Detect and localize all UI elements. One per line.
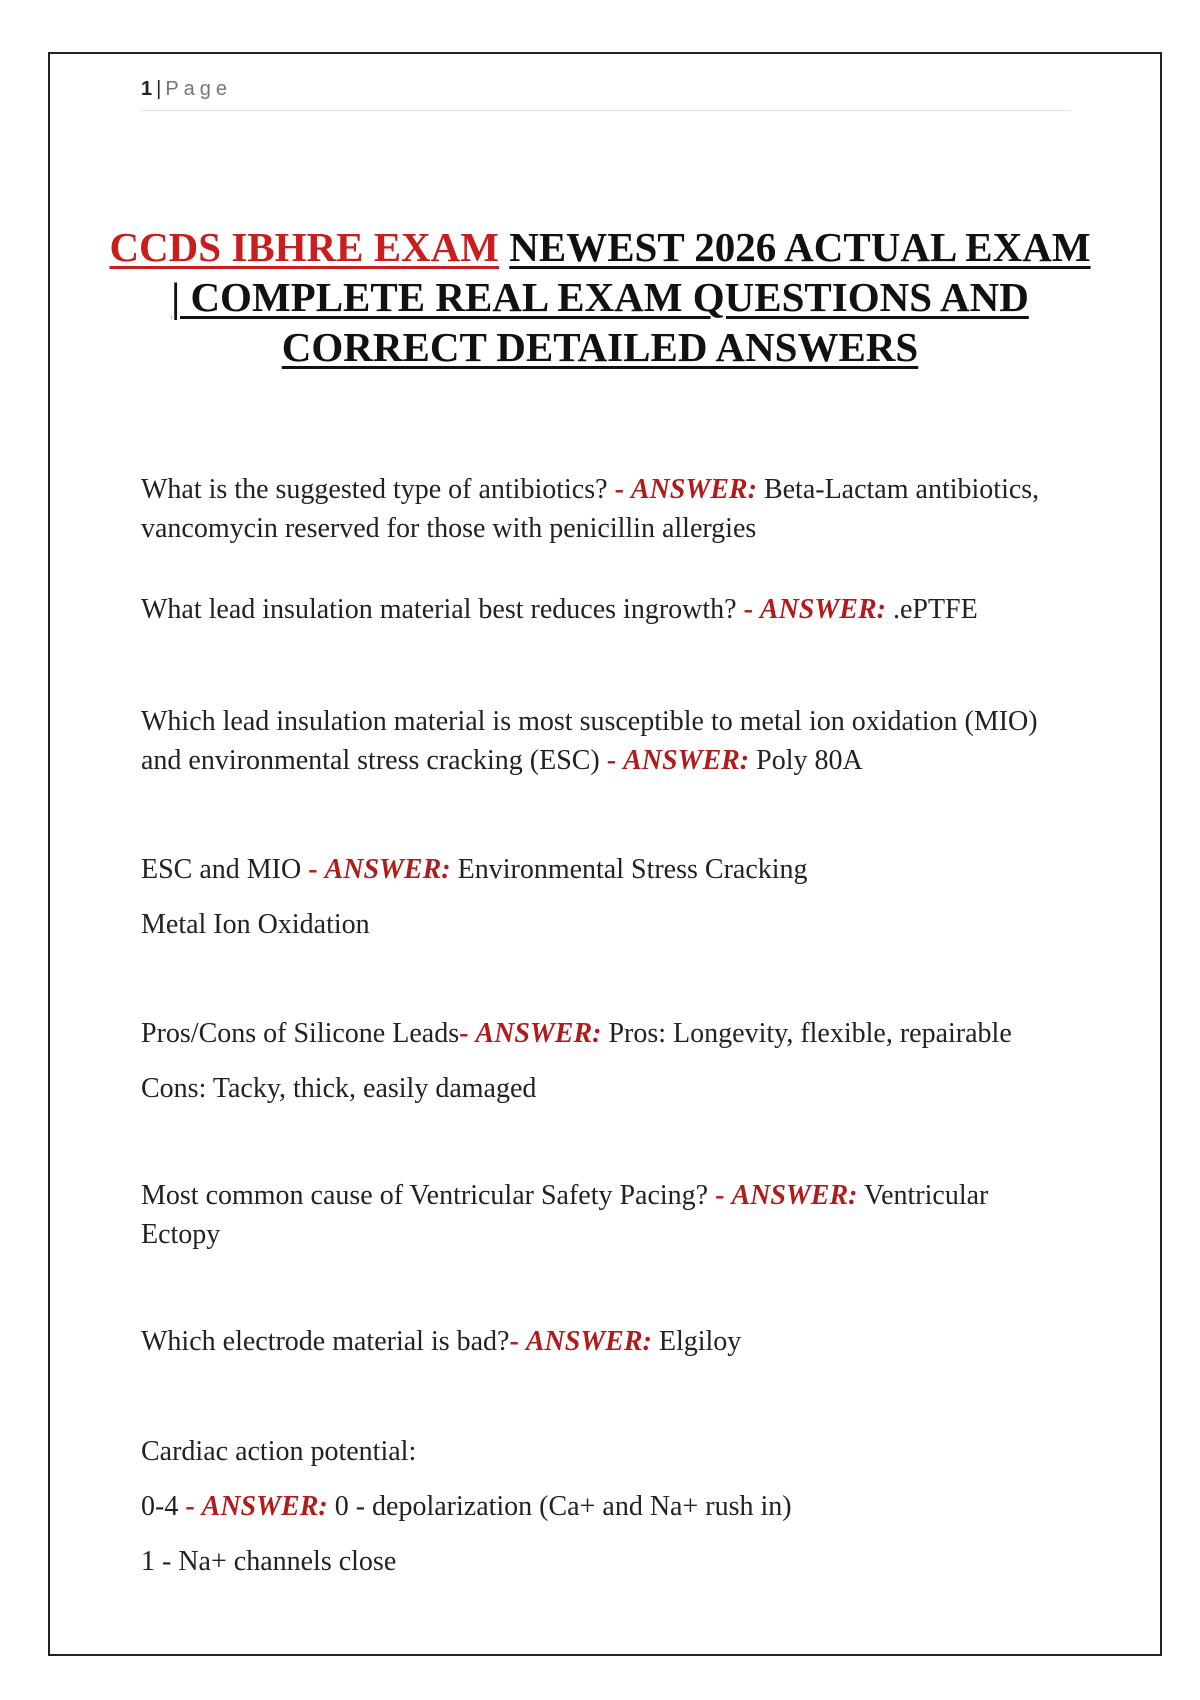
qa-item-6: Most common cause of Ventricular Safety Pacing? - ANSWER: Ventricular Ectopy [141,1180,989,1250]
answer-text: 0 - depolarization (Ca+ and Na+ rush in) [334,1491,792,1522]
answer-text: Beta-Lactam antibiotics, vancomycin reserved for those with penicillin allergies [141,474,1040,544]
title-line-2: | COMPLETE REAL EXAM QUESTIONS AND [171,274,1029,320]
qa-item-5: Pros/Cons of Silicone Leads- ANSWER: Pros: Longevity, flexible, repairable Cons: Tacky, thick, easily damaged [141,1014,1071,1108]
qa-item-4: ESC and MIO - ANSWER: Environmental Stress Cracking Metal Ion Oxidation [141,850,1071,944]
answer-continuation: Cons: Tacky, thick, easily damaged [141,1073,537,1104]
answer-continuation: Metal Ion Oxidation [141,909,370,940]
title-exam-name: CCDS IBHRE EXAM [109,224,499,270]
qa-item-8: Cardiac action potential: 0-4 - ANSWER: 0 - depolarization (Ca+ and Na+ rush in) 1 - Na+ channels close [141,1432,1071,1581]
question-text: Which lead insulation material is most susceptible to metal ion oxidation (MIO) and environmental stress cracking (ESC) [141,706,1038,776]
document-title [100,222,1100,372]
title-line-1: NEWEST 2026 ACTUAL EXAM [509,224,1091,270]
answer-text: Poly 80A [756,745,863,776]
answer-text: Environmental Stress Cracking [457,854,808,885]
title-line-3: CORRECT DETAILED ANSWERS [281,324,919,370]
answer-label: ANSWER: [525,1326,652,1357]
qa-item-1: What is the suggested type of antibiotics? - ANSWER: Beta-Lactam antibiotics, vancomycin reserved for those with penicillin allergies [141,474,1040,544]
qa-item-7: Which electrode material is bad?- ANSWER: Elgiloy [141,1326,742,1357]
answer-label: ANSWER: [731,1180,858,1211]
question-subtext: 0-4 [141,1491,179,1522]
answer-continuation: 1 - Na+ channels close [141,1546,397,1577]
qa-item-2: What lead insulation material best reduces ingrowth? - ANSWER: .ePTFE [141,594,978,625]
question-text: ESC and MIO [141,854,302,885]
answer-text: .ePTFE [892,594,978,625]
answer-label: ANSWER: [623,745,750,776]
question-text: Cardiac action potential: [141,1436,417,1467]
question-text: Most common cause of Ventricular Safety Pacing? [141,1180,709,1211]
page-label: Page [165,78,233,100]
answer-text: Ventricular Ectopy [141,1180,989,1250]
question-text: What lead insulation material best reduces ingrowth? [141,594,737,625]
answer-label: ANSWER: [475,1018,602,1049]
question-text: Which electrode material is bad? [141,1326,510,1357]
question-text: Pros/Cons of Silicone Leads [141,1018,460,1049]
answer-label: ANSWER: [324,854,451,885]
page-number: 1 [141,78,153,100]
answer-text: Elgiloy [658,1326,742,1357]
question-text: What is the suggested type of antibiotics? [141,474,608,505]
qa-item-3: Which lead insulation material is most susceptible to metal ion oxidation (MIO) and environmental stress cracking (ESC) - ANSWER: Poly 80A [141,706,1038,776]
page-separator: | [156,78,162,100]
answer-label: ANSWER: [201,1491,328,1522]
answer-label: ANSWER: [759,594,886,625]
answer-text: Pros: Longevity, flexible, repairable [608,1018,1012,1049]
answer-label: ANSWER: [630,474,757,505]
page-header [141,78,1071,111]
